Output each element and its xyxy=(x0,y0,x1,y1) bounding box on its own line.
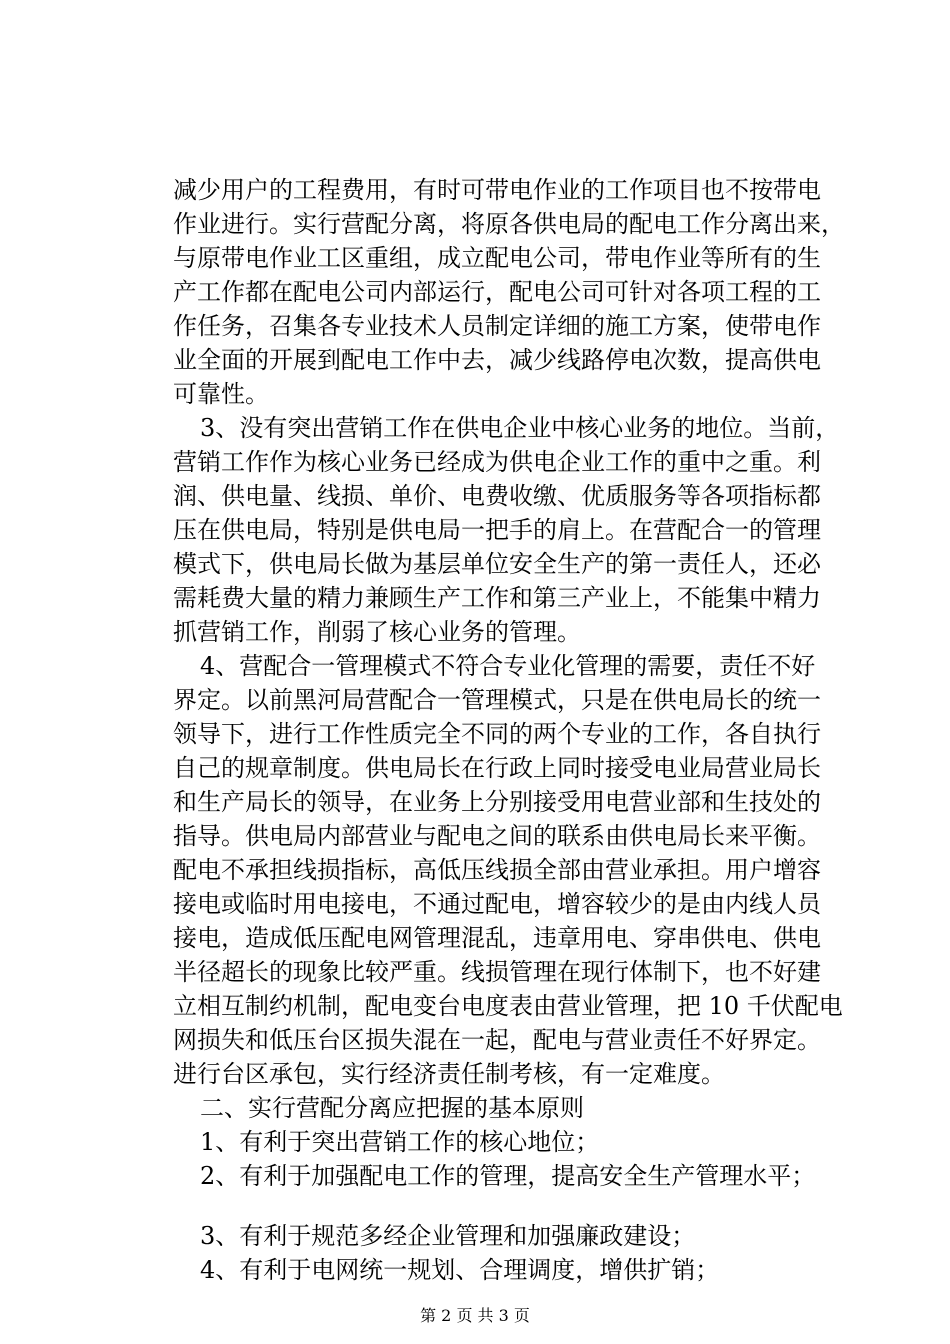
text-line: 自己的规章制度。供电局长在行政上同时接受电业局营业局长 xyxy=(173,754,821,782)
text-line: 需耗费大量的精力兼顾生产工作和第三产业上，不能集中精力 xyxy=(173,584,821,612)
paragraph-4-start: 4、营配合一管理模式不符合专业化管理的需要，责任不好 xyxy=(176,652,816,680)
text-line: 界定。以前黑河局营配合一管理模式，只是在供电局长的统一 xyxy=(173,686,821,714)
text-line: 润、供电量、线损、单价、电费收缴、优质服务等各项指标都 xyxy=(173,482,821,510)
text-line: 作业进行。实行营配分离，将原各供电局的配电工作分离出来， xyxy=(173,210,845,238)
text-line: 半径超长的现象比较严重。线损管理在现行体制下，也不好建 xyxy=(173,958,821,986)
text-line: 接电，造成低压配电网管理混乱，违章用电、穿串供电、供电 xyxy=(173,924,821,952)
text-line: 压在供电局，特别是供电局一把手的肩上。在营配合一的管理 xyxy=(173,516,821,544)
text-line: 抓营销工作，削弱了核心业务的管理。 xyxy=(173,618,581,646)
text-line: 产工作都在配电公司内部运行，配电公司可针对各项工程的工 xyxy=(173,278,821,306)
text-line: 模式下，供电局长做为基层单位安全生产的第一责任人，还必 xyxy=(173,550,821,578)
text-line: 进行台区承包，实行经济责任制考核，有一定难度。 xyxy=(173,1060,725,1088)
paragraph-3-start: 3、没有突出营销工作在供电企业中核心业务的地位。当前， xyxy=(176,414,840,442)
page-footer: 第 2 页 共 3 页 xyxy=(420,1306,530,1325)
text-line: 指导。供电局内部营业与配电之间的联系由供电局长来平衡。 xyxy=(173,822,821,850)
text-line: 接电或临时用电接电，不通过配电，增容较少的是由内线人员 xyxy=(173,890,821,918)
text-line: 可靠性。 xyxy=(173,380,269,408)
text-line: 与原带电作业工区重组，成立配电公司，带电作业等所有的生 xyxy=(173,244,821,272)
principle-item-3: 3、有利于规范多经企业管理和加强廉政建设； xyxy=(176,1222,696,1250)
principle-item-2: 2、有利于加强配电工作的管理，提高安全生产管理水平； xyxy=(176,1162,816,1190)
text-line: 和生产局长的领导，在业务上分别接受用电营业部和生技处的 xyxy=(173,788,821,816)
text-line: 业全面的开展到配电工作中去，减少线路停电次数，提高供电 xyxy=(173,346,821,374)
principle-item-1: 1、有利于突出营销工作的核心地位； xyxy=(176,1128,600,1156)
text-line: 减少用户的工程费用，有时可带电作业的工作项目也不按带电 xyxy=(173,176,821,204)
text-line: 营销工作作为核心业务已经成为供电企业工作的重中之重。利 xyxy=(173,448,821,476)
text-line: 立相互制约机制，配电变台电度表由营业管理，把 10 千伏配电 xyxy=(173,992,843,1020)
text-line: 配电不承担线损指标，高低压线损全部由营业承担。用户增容 xyxy=(173,856,821,884)
section-heading: 二、实行营配分离应把握的基本原则 xyxy=(176,1094,584,1122)
text-line: 领导下，进行工作性质完全不同的两个专业的工作，各自执行 xyxy=(173,720,821,748)
principle-item-4: 4、有利于电网统一规划、合理调度，增供扩销； xyxy=(176,1256,720,1284)
text-line: 网损失和低压台区损失混在一起，配电与营业责任不好界定。 xyxy=(173,1026,821,1054)
text-line: 作任务，召集各专业技术人员制定详细的施工方案，使带电作 xyxy=(173,312,821,340)
